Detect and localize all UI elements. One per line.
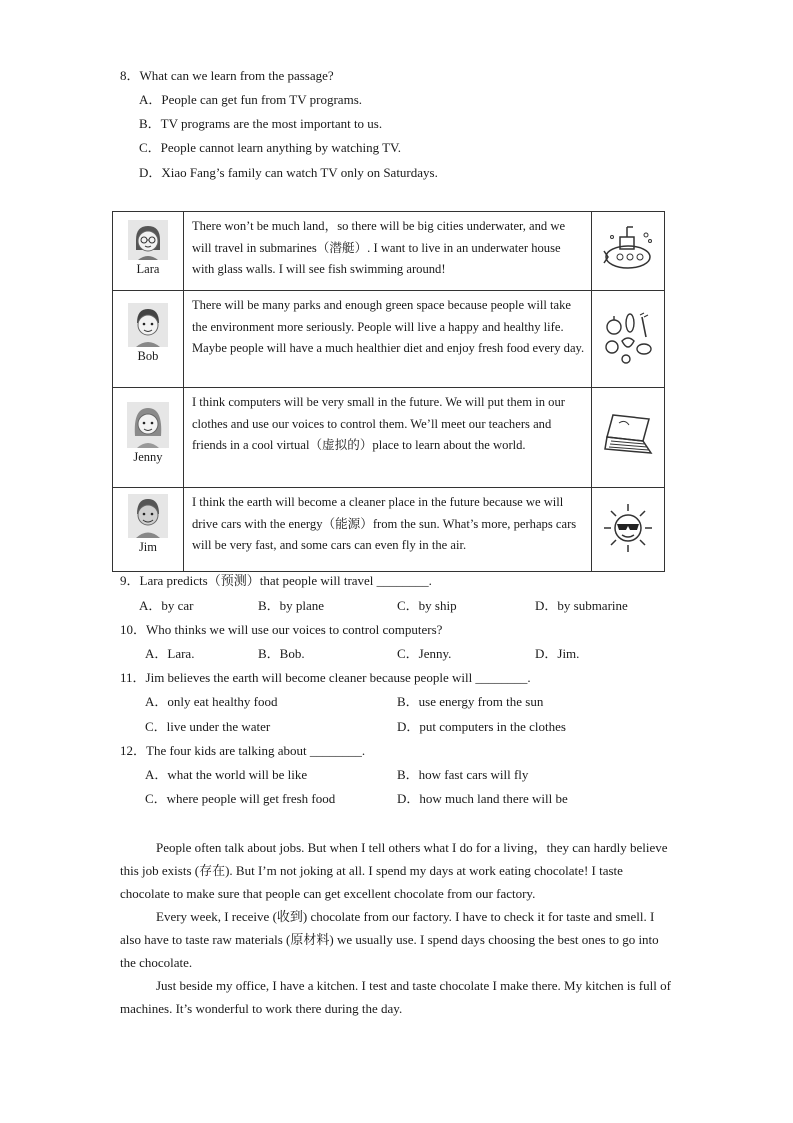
question-9-option-d: D．by submarine	[535, 598, 628, 613]
prediction-text: I think the earth will become a cleaner place in the future because we will drive cars with the energy（能源）from the sun. What’s more, perhaps cars will be very fast, and some cars can even fly in the air.	[183, 488, 591, 572]
kid-name: Jenny	[133, 450, 163, 464]
predictions-table	[112, 211, 665, 572]
passage-paragraph: Just beside my office, I have a kitchen. I test and taste chocolate I make there. My kitchen is full of machines. It’s wonderful to work there during the day.	[120, 978, 671, 1016]
question-11-stem: 11．Jim believes the earth will become cleaner because people will ________.	[120, 670, 531, 685]
question-8-option-b: B．TV programs are the most important to us.	[139, 116, 383, 131]
girl-avatar-icon	[128, 220, 168, 260]
laptop-icon	[599, 409, 657, 463]
kid-name: Jim	[138, 540, 157, 554]
picture-cell	[592, 291, 665, 388]
question-12-option-c: C．where people will get fresh food	[145, 791, 336, 806]
vegetables-icon	[598, 307, 658, 367]
submarine-icon	[600, 221, 656, 277]
question-10-option-b: B．Bob.	[258, 646, 305, 661]
question-12-stem: 12．The four kids are talking about ________.	[120, 743, 366, 758]
prediction-text: There will be many parks and enough green space because people will take the environment more seriously. People will live a happy and healthy life. Maybe people will have a much healthier diet and enjoy fresh food every day.	[183, 291, 591, 388]
question-10-stem: 10．Who thinks we will use our voices to control computers?	[120, 622, 443, 637]
question-9-stem: 9．Lara predicts（预测）that people will travel ________.	[120, 573, 432, 588]
reading-passage	[120, 836, 675, 1020]
passage-paragraph: People often talk about jobs. But when I tell others what I do for a living，they can hardly believe this job exists (存在). But I’m not joking at all. I spend my days at work eating chocolate! I taste chocolate to make sure that people can get excellent chocolate from our factory.	[120, 840, 668, 901]
question-12-option-b: B．how fast cars will fly	[397, 767, 529, 782]
picture-cell	[592, 388, 665, 488]
boy-avatar-icon	[128, 303, 168, 347]
question-10-option-a: A．Lara.	[145, 646, 195, 661]
picture-cell	[592, 212, 665, 291]
question-10-option-d: D．Jim.	[535, 646, 580, 661]
question-8-option-d: D．Xiao Fang’s family can watch TV only on Saturdays.	[139, 165, 438, 180]
question-8-stem: 8．What can we learn from the passage?	[120, 68, 334, 83]
table-row	[113, 488, 665, 572]
question-11-option-b: B．use energy from the sun	[397, 694, 544, 709]
question-10-option-c: C．Jenny.	[397, 646, 452, 661]
picture-cell	[592, 488, 665, 572]
table-row	[113, 388, 665, 488]
girl-avatar-icon	[127, 402, 169, 448]
kid-name: Lara	[136, 262, 160, 276]
kid-cell	[113, 212, 184, 291]
prediction-text: There won’t be much land，so there will be big cities underwater, and we will travel in submarines（潜艇）. I want to live in an underwater house with glass walls. I will see fish swimming around!	[183, 212, 591, 291]
boy-avatar-icon	[128, 494, 168, 538]
kid-name: Bob	[137, 349, 159, 363]
passage-paragraph: Every week, I receive (收到) chocolate from our factory. I have to check it for taste and smell. I also have to taste raw materials (原材料) we usually use. I spend days choosing the best ones to go into the chocolate.	[120, 909, 659, 970]
kid-cell	[113, 488, 184, 572]
kid-cell	[113, 291, 184, 388]
prediction-text: I think computers will be very small in the future. We will put them in our clothes and use our voices to control them. We’ll meet our teachers and friends in a cool virtual（虚拟的）place to learn about the world.	[183, 388, 591, 488]
sun-with-sunglasses-icon	[600, 500, 656, 556]
question-8-option-c: C．People cannot learn anything by watching TV.	[139, 140, 401, 155]
question-9-option-c: C．by ship	[397, 598, 457, 613]
question-12-option-a: A．what the world will be like	[145, 767, 308, 782]
question-11-option-a: A．only eat healthy food	[145, 694, 278, 709]
kid-cell	[113, 388, 184, 488]
question-12-option-d: D．how much land there will be	[397, 791, 568, 806]
question-11-option-d: D．put computers in the clothes	[397, 719, 566, 734]
question-11-option-c: C．live under the water	[145, 719, 271, 734]
question-9-option-b: B．by plane	[258, 598, 325, 613]
table-row	[113, 291, 665, 388]
question-8-option-a: A．People can get fun from TV programs.	[139, 92, 362, 107]
question-9-option-a: A．by car	[139, 598, 194, 613]
table-row	[113, 212, 665, 291]
